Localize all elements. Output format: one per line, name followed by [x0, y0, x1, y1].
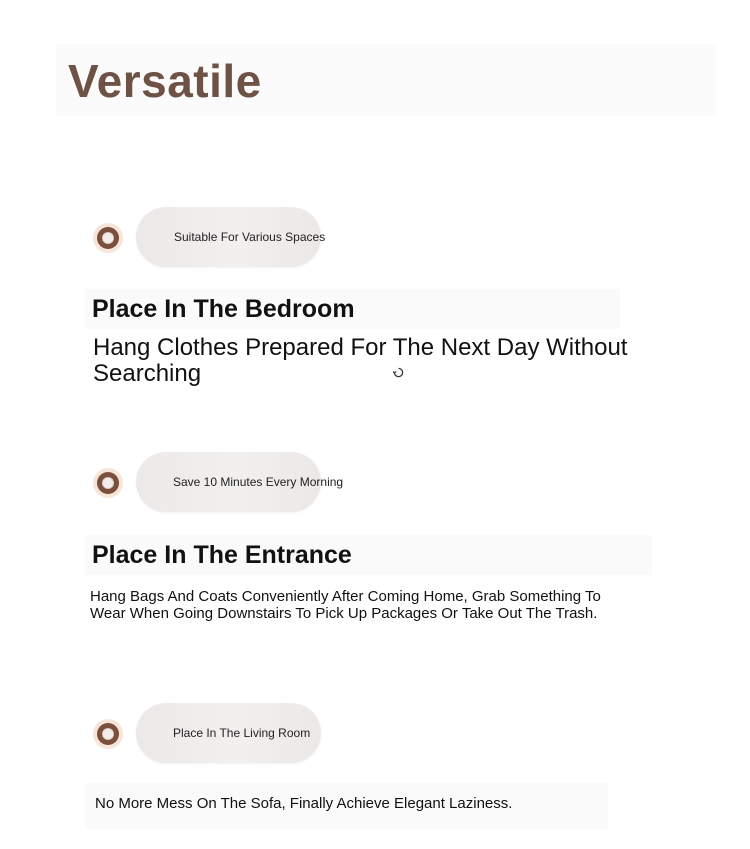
loading-spinner-icon — [393, 367, 404, 378]
bullet-dot-icon — [97, 227, 119, 249]
section-heading: Place In The Bedroom — [92, 295, 355, 323]
bullet-dot-icon — [97, 472, 119, 494]
badge-label: Place In The Living Room — [173, 726, 311, 740]
badge-label: Save 10 Minutes Every Morning — [173, 475, 344, 489]
page-title: Versatile — [68, 55, 262, 107]
section-description: Hang Clothes Prepared For The Next Day Without Searching — [93, 334, 628, 387]
section-heading: Place In The Entrance — [92, 541, 352, 569]
badge-label: Suitable For Various Spaces — [174, 230, 326, 244]
bullet-dot-icon — [97, 723, 119, 745]
section-description: Hang Bags And Coats Conveniently After Coming Home, Grab Something To Wear When Going Downstairs To Pick Up Packages Or Take Out The Trash. — [90, 588, 601, 622]
section-description: No More Mess On The Sofa, Finally Achieve Elegant Laziness. — [95, 795, 513, 812]
